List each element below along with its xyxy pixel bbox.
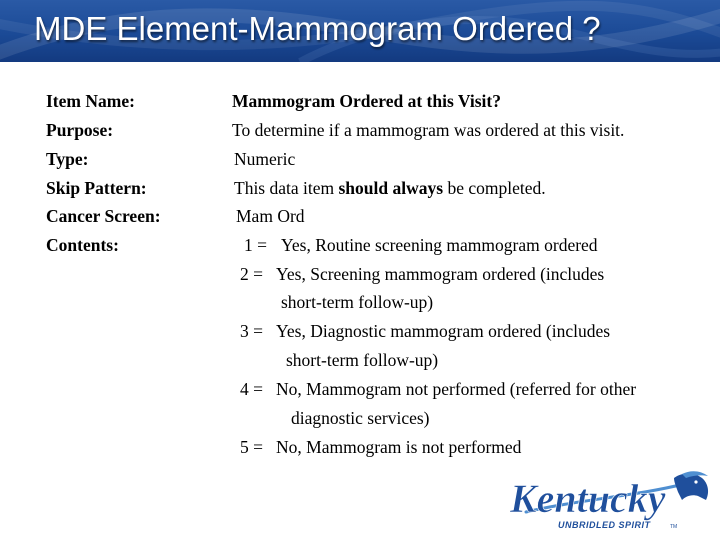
cancer-screen-value: Mam Ord — [236, 206, 305, 226]
option-text-continued: diagnostic services) — [291, 408, 430, 428]
cancer-screen-label: Cancer Screen: — [46, 206, 161, 226]
option-text: No, Mammogram is not performed — [276, 437, 522, 457]
skip-pattern-text-emphasis: should always — [338, 178, 444, 198]
logo-tagline: UNBRIDLED SPIRIT — [558, 520, 651, 530]
option-text: Yes, Routine screening mammogram ordered — [281, 235, 598, 255]
option-text-continued: short-term follow-up) — [281, 292, 434, 312]
logo-wordmark: Kentucky — [510, 476, 666, 521]
skip-pattern-text-pre: This data item — [234, 178, 339, 198]
option-code: 1 = — [244, 235, 267, 255]
title-bar — [0, 0, 720, 62]
skip-pattern-text-post: be completed. — [443, 178, 546, 198]
skip-pattern-label: Skip Pattern: — [46, 178, 147, 198]
type-value: Numeric — [234, 149, 296, 169]
option-text: Yes, Screening mammogram ordered (includes — [276, 264, 605, 284]
option-code: 5 = — [240, 437, 263, 457]
item-name-label: Item Name: — [46, 91, 135, 111]
option-text: No, Mammogram not performed (referred for other — [276, 379, 637, 399]
option-code: 2 = — [240, 264, 263, 284]
item-name-value: Mammogram Ordered at this Visit? — [232, 91, 501, 111]
contents-label: Contents: — [46, 235, 119, 255]
type-label: Type: — [46, 149, 89, 169]
option-code: 3 = — [240, 321, 263, 341]
purpose-label: Purpose: — [46, 120, 114, 140]
option-text: Yes, Diagnostic mammogram ordered (includes — [276, 321, 611, 341]
purpose-value: To determine if a mammogram was ordered at this visit. — [232, 120, 625, 140]
option-text-continued: short-term follow-up) — [286, 350, 439, 370]
trademark-symbol: TM — [670, 524, 678, 530]
kentucky-logo — [506, 470, 714, 534]
page-title: MDE Element-Mammogram Ordered ? — [34, 10, 601, 47]
horse-head-icon — [674, 471, 708, 500]
option-code: 4 = — [240, 379, 263, 399]
skip-pattern-value — [234, 178, 546, 199]
